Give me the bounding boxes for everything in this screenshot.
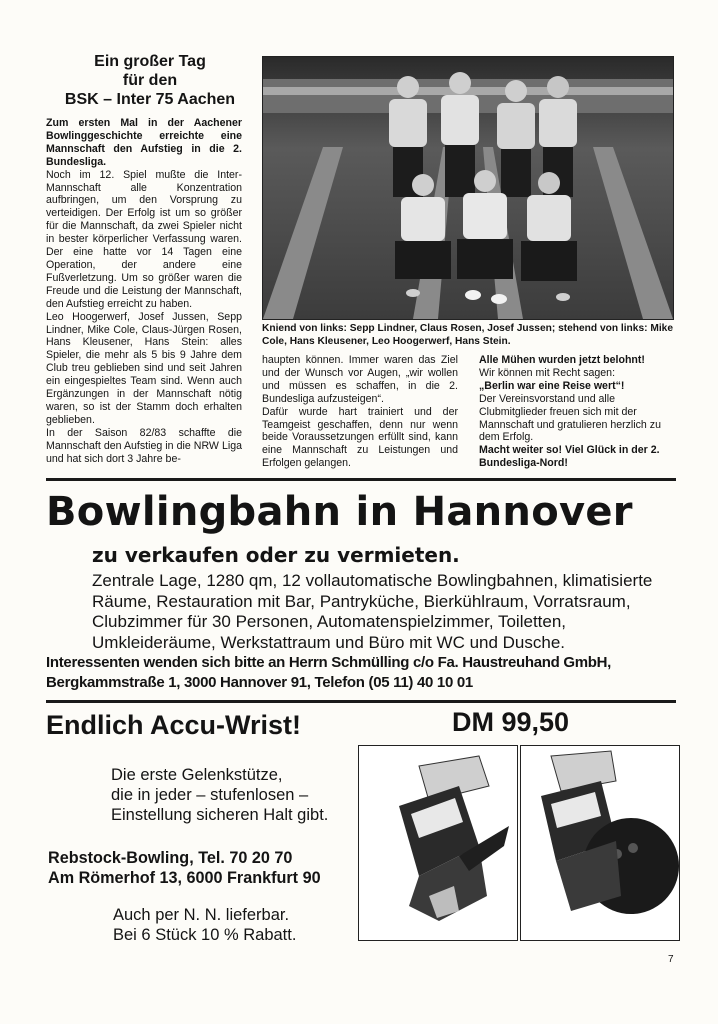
wrist-support-with-ball-graphic [521, 746, 679, 940]
wrist-support-graphic [359, 746, 517, 940]
availability-line: Auch per N. N. lieferbar. [113, 906, 290, 924]
ad-bowling-title: Bowlingbahn in Hannover [46, 489, 633, 535]
article-closing: Macht weiter so! Viel Glück in der 2. Bundesliga-Nord! [479, 444, 660, 470]
ad-bowling-description: Zentrale Lage, 1280 qm, 12 vollautomatische Bowlingbahnen, klimatisierte Räume, Restauration mit Bar, Pantryküche, Bierkühlraum, Vorratsraum, Clubzimmer für 30 Personen, Automatenspielzimmer, Toiletten, Umkleideräume, Werkstattraum und Büro mit WC und Dusche. [92, 571, 653, 652]
headline-line: BSK – Inter 75 Aachen [64, 91, 236, 108]
availability-line: Bei 6 Stück 10 % Rabatt. [113, 926, 297, 944]
feature-line: die in jeder – stufenlosen – [111, 786, 309, 804]
article-paragraph: haupten können. Immer waren das Ziel und der Wunsch vor Augen, „wir wollen und müssen es schaffen, in die 2. Bundesliga aufzusteigen“. [262, 354, 458, 405]
shop-line: Rebstock-Bowling, Tel. 70 20 70 [48, 849, 293, 867]
feature-line: Einstellung sicheren Halt gibt. [111, 806, 329, 824]
article-highlight: Alle Mühen wurden jetzt belohnt! [479, 354, 645, 366]
feature-line: Die erste Gelenkstütze, [111, 766, 283, 784]
article-paragraph: In der Saison 82/83 schaffte die Mannschaft den Aufstieg in die NRW Liga und hat sich dort 3 Jahre be- [46, 426, 242, 465]
article-line: Wir können mit Recht sagen: [479, 366, 616, 379]
article-column-3 [479, 354, 675, 470]
shop-line: Am Römerhof 13, 6000 Frankfurt 90 [48, 869, 321, 887]
article-paragraph: Leo Hoogerwerf, Josef Jussen, Sepp Lindner, Mike Cole, Claus-Jürgen Rosen, Hans Kleusener, Hans Stein: alles Spieler, die mehr als 5 bis 9 Jahre dem Club treu geblieben sind und seit Jahren ein eingespieltes Team sind. Wenn auch Ergänzungen in der Mannschaft nötig waren, so ist der Stamm doch erhalten geblieben. [46, 310, 242, 426]
photo-caption: Kniend von links: Sepp Lindner, Claus Rosen, Josef Jussen; stehend von links: Mike Cole, Hans Kleusener, Leo Hoogerwerf, Hans Stein. [262, 323, 673, 347]
wrist-support-with-ball-image [520, 745, 680, 941]
article-paragraph: Der Vereinsvorstand und alle Clubmitglieder freuen sich mit der Mannschaft und gratulieren herzlich zu dem Erfolg. [479, 392, 661, 444]
headline-line: Ein großer Tag [94, 53, 206, 70]
ad-bowling-contact [46, 653, 686, 693]
article-column-1 [46, 117, 242, 465]
team-photo-graphic [263, 57, 673, 319]
article-lead: Zum ersten Mal in der Aachener Bowlinggeschichte erreichte eine Mannschaft den Aufstieg in die 2. Bundesliga. [46, 117, 242, 168]
article-quote: „Berlin war eine Reise wert“! [479, 379, 625, 392]
ad-bowling-subtitle: zu verkaufen oder zu vermieten. [92, 543, 460, 567]
contact-line: Bergkammstraße 1, 3000 Hannover 91, Telefon (05 11) 40 10 01 [46, 674, 473, 691]
article-headline [40, 52, 260, 109]
headline-line: für den [122, 72, 178, 89]
article-column-2 [262, 354, 458, 470]
article-paragraph: Noch im 12. Spiel mußte die Inter-Mannschaft alle Konzentration aufbringen, um den Vorsprung zu verteidigen. Der Erfolg ist um so größer für die Mannschaft, da zwei Spieler nicht in bester körperlicher Verfassung waren. Der eine hatte vor 14 Tagen eine Operation, der andere eine Fußverletzung. Um so größer waren die Freude und die Leistung der Mannschaft, den Aufstieg erreicht zu haben. [46, 168, 242, 310]
contact-line: Interessenten wenden sich bitte an Herrn Schmülling c/o Fa. Haustreuhand GmbH, [46, 654, 612, 671]
page-number: 7 [668, 954, 674, 965]
team-photo [262, 56, 674, 320]
ad-accu-title: Endlich Accu-Wrist! [46, 710, 302, 740]
ad-accu-features [111, 765, 361, 825]
ad-accu-price: DM 99,50 [452, 707, 570, 737]
ad-accu-availability [113, 905, 363, 945]
section-divider [46, 700, 676, 703]
wrist-support-image [358, 745, 518, 941]
ad-accu-shop [48, 848, 368, 888]
article-paragraph: Dafür wurde hart trainiert und der Teamgeist geschaffen, denn nur wenn beide Voraussetzungen erfüllt sind, kann eine Mannschaft zu Leistungen und Erfolgen gelangen. [262, 405, 458, 470]
section-divider [46, 478, 676, 481]
